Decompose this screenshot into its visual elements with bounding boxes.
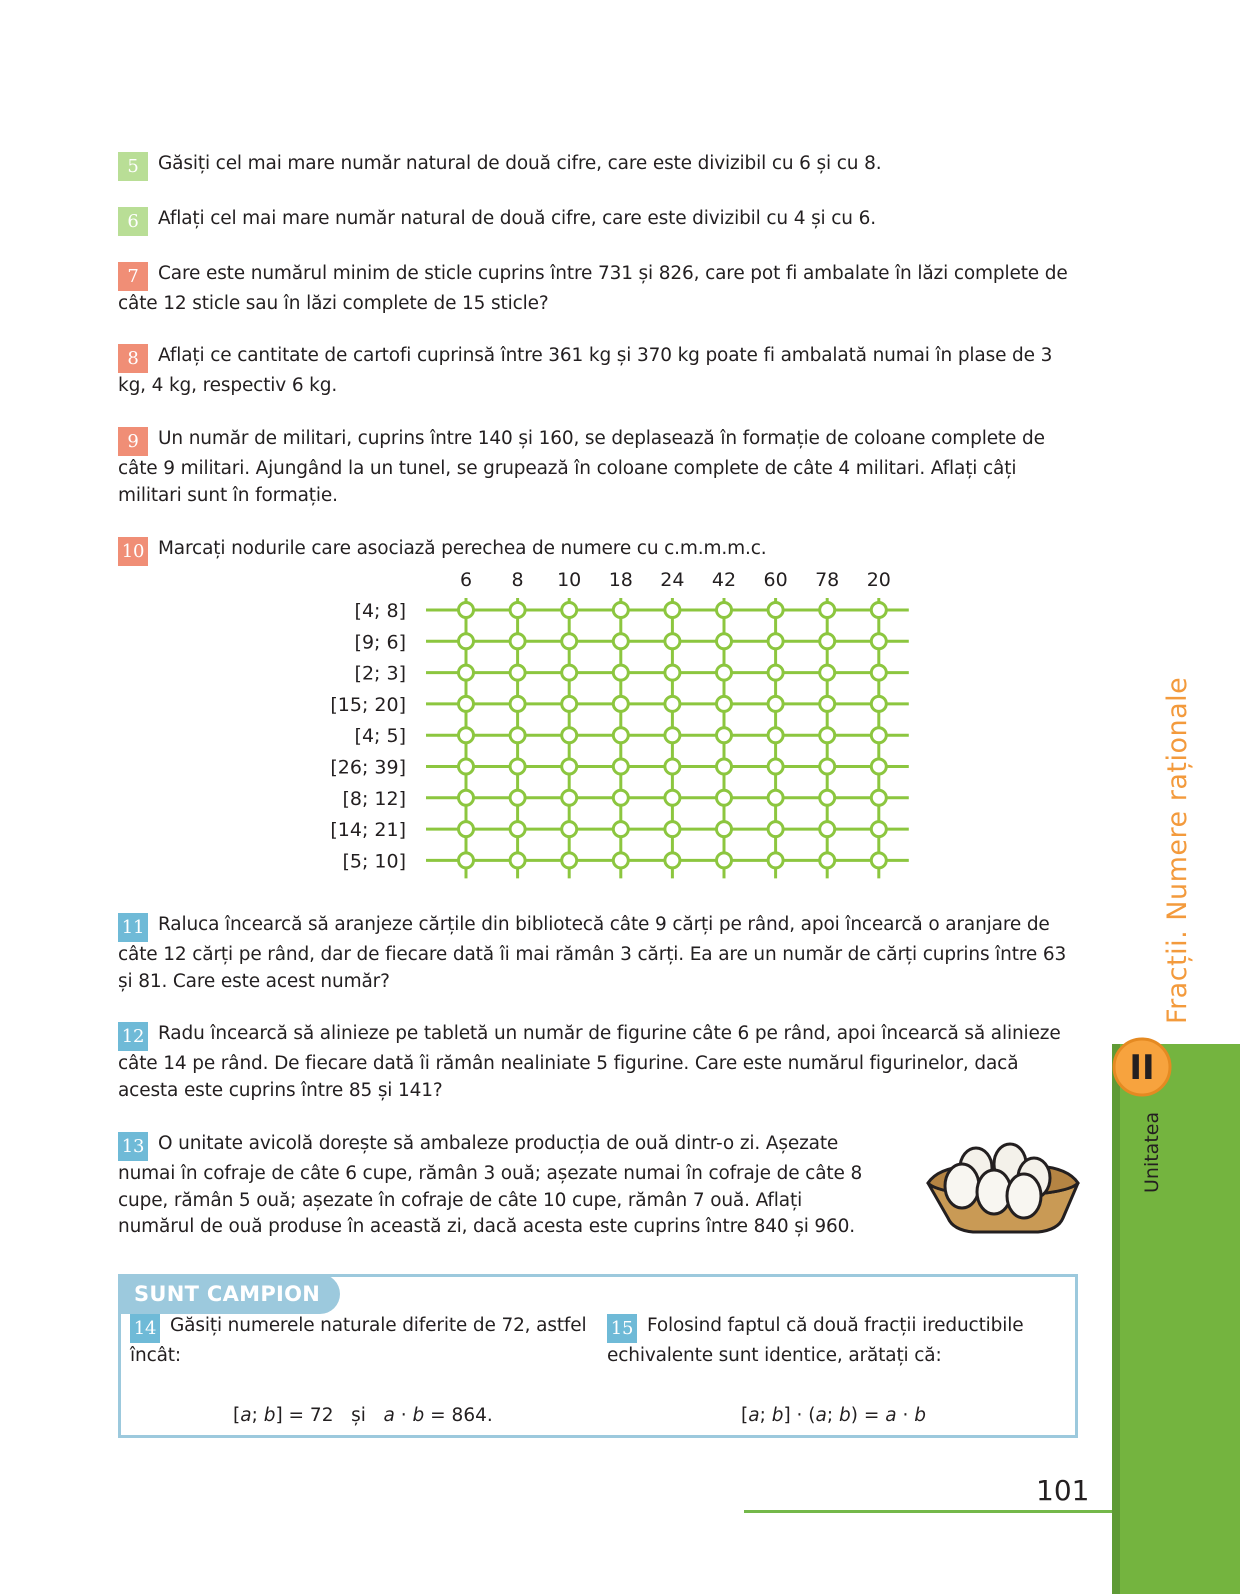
grid-node[interactable] [665,603,680,618]
var-a: a [748,1405,760,1426]
exercise-number: 15 [607,1314,637,1343]
grid-node[interactable] [613,634,628,649]
grid-node[interactable] [562,822,577,837]
exercise-text: Un număr de militari, cuprins între 140 și 160, se deplasează în formație de coloane complete de câte 9 militari. Ajungând la un tunel, se grupează în coloane complete de câte 4 militari. Aflați câți militari sunt în formație. [118,428,1045,506]
grid-node[interactable] [562,665,577,680]
formula-15: [a; b] · (a; b) = a · b [741,1405,926,1426]
row-label: [15; 20] [330,693,406,716]
grid-node[interactable] [665,853,680,868]
exercise-12 [118,1021,1082,1104]
grid-node[interactable] [459,665,474,680]
exercise-text: Aflați cel mai mare număr natural de două cifre, care este divizibil cu 4 și cu 6. [158,208,876,229]
exercise-9 [118,426,1082,509]
grid-node[interactable] [820,853,835,868]
grid-node[interactable] [768,790,783,805]
grid-node[interactable] [820,822,835,837]
exercise-text: O unitate avicolă dorește să ambaleze producția de ouă dintr-o zi. Așezate numai în cofraje de câte 6 cupe, rămân 3 ouă; așezate numai în cofraje de câte 8 cupe, rămân 5 ouă; așezate în cofraje de câte 10 cupe, rămân 7 ouă. Aflați numărul de ouă produse în această zi, dacă acesta este cuprins între 840 și 960. [118,1133,863,1237]
grid-node[interactable] [665,759,680,774]
exercise-text: Marcați nodurile care asociază perechea de numere cu c.m.m.m.c. [158,538,767,559]
exercise-15 [607,1313,1067,1370]
grid-node[interactable] [562,728,577,743]
exercise-10 [118,536,1082,566]
var-a: a [815,1405,827,1426]
column-label: 18 [608,570,633,591]
page-number: 101 [1036,1474,1090,1507]
grid-node[interactable] [510,759,525,774]
grid-node[interactable] [717,665,732,680]
grid-node[interactable] [820,728,835,743]
column-label: 6 [459,570,473,591]
grid-node[interactable] [871,822,886,837]
grid-node[interactable] [871,665,886,680]
grid-node[interactable] [768,728,783,743]
grid-node[interactable] [562,603,577,618]
grid-node[interactable] [510,790,525,805]
exercise-number: 6 [118,207,148,236]
exercise-text: Folosind faptul că două fracții ireductibile echivalente sunt identice, arătați că: [607,1315,1024,1366]
row-label: [4; 5] [354,725,406,748]
formula-part: ; [826,1405,839,1426]
grid-node[interactable] [562,634,577,649]
grid-node[interactable] [665,728,680,743]
grid-node[interactable] [871,634,886,649]
grid-node[interactable] [510,728,525,743]
exercise-text: Raluca încearcă să aranjeze cărțile din bibliotecă câte 9 cărți pe rând, apoi încearcă o aranjare de câte 12 cărți pe rând, dar de fiecare dată îi mai rămân 3 cărți. Ea are un număr de cărți cuprins între 63 și 81. Care este acest număr? [118,914,1067,992]
grid-node[interactable] [613,665,628,680]
exercise-number: 14 [130,1314,160,1343]
formula-part: ] · ( [783,1405,816,1426]
grid-node[interactable] [820,790,835,805]
grid-node[interactable] [820,603,835,618]
grid-node[interactable] [820,665,835,680]
grid-node[interactable] [613,696,628,711]
grid-node[interactable] [459,822,474,837]
grid-node[interactable] [613,822,628,837]
grid-node[interactable] [510,634,525,649]
grid-node[interactable] [717,822,732,837]
grid-node[interactable] [717,759,732,774]
var-a: a [240,1405,252,1426]
grid-node[interactable] [717,790,732,805]
var-b: b [771,1405,784,1426]
exercise-text: Găsiți numerele naturale diferite de 72, astfel încât: [130,1315,587,1366]
column-label: 60 [763,570,788,591]
formula-part: ) = [850,1405,886,1426]
row-label: [5; 10] [342,850,406,873]
grid-node[interactable] [820,759,835,774]
grid-node[interactable] [717,728,732,743]
row-label: [4; 8] [354,600,406,622]
grid-node[interactable] [459,853,474,868]
column-label: 78 [815,570,840,591]
grid-node[interactable] [459,634,474,649]
column-label: 10 [557,570,582,591]
column-label: 8 [511,570,524,591]
formula-part: ; [759,1405,772,1426]
grid-node[interactable] [768,822,783,837]
grid-node[interactable] [459,603,474,618]
lcm-node-grid [0,570,1240,910]
grid-node[interactable] [820,634,835,649]
grid-node[interactable] [768,665,783,680]
grid-node[interactable] [665,696,680,711]
exercise-text: Aflați ce cantitate de cartofi cuprinsă între 361 kg și 370 kg poate fi ambalată numai în plase de 3 kg, 4 kg, respectiv 6 kg. [118,345,1053,396]
grid-node[interactable] [613,790,628,805]
grid-node[interactable] [665,790,680,805]
footer-rule [744,1510,1124,1513]
var-a: a [383,1405,395,1426]
grid-node[interactable] [613,603,628,618]
grid-svg [0,570,1240,910]
column-label: 42 [711,570,737,591]
var-b: b [263,1405,276,1426]
exercise-text: Care este numărul minim de sticle cuprins între 731 și 826, care pot fi ambalate în lăzi complete de câte 12 sticle sau în lăzi complete de 15 sticle? [118,263,1068,314]
formula-part: ] = 72 și [275,1405,384,1426]
exercise-5 [118,151,1082,181]
exercise-number: 12 [118,1022,148,1051]
grid-node[interactable] [768,603,783,618]
grid-node[interactable] [510,853,525,868]
exercise-number: 8 [118,344,148,373]
champion-title: SUNT CAMPION [118,1274,340,1314]
grid-node[interactable] [510,665,525,680]
grid-node[interactable] [562,759,577,774]
grid-node[interactable] [665,634,680,649]
egg-carton-illustration [918,1138,1088,1252]
formula-part: · [394,1405,413,1426]
grid-node[interactable] [510,822,525,837]
formula-part: · [896,1405,915,1426]
row-label: [26; 39] [330,756,406,779]
grid-node[interactable] [871,853,886,868]
grid-node[interactable] [613,728,628,743]
grid-node[interactable] [665,822,680,837]
champion-box [118,1274,1078,1438]
grid-node[interactable] [459,728,474,743]
exercise-text: Găsiți cel mai mare număr natural de două cifre, care este divizibil cu 6 și cu 8. [158,153,882,174]
unit-label: Unitatea [1141,1111,1163,1193]
grid-node[interactable] [768,853,783,868]
grid-node[interactable] [871,696,886,711]
formula-14: [a; b] = 72 și a · b = 864. [233,1405,493,1426]
var-b: b [914,1405,926,1426]
unit-badge [1112,1037,1172,1101]
grid-node[interactable] [562,790,577,805]
exercise-number: 5 [118,152,148,181]
grid-node[interactable] [562,853,577,868]
row-label: [2; 3] [354,662,406,685]
grid-node[interactable] [510,603,525,618]
column-label: 24 [660,570,685,591]
grid-node[interactable] [717,853,732,868]
exercise-text: Radu încearcă să alinieze pe tabletă un număr de figurine câte 6 pe rând, apoi încearcă să alinieze câte 14 pe rând. De fiecare dată îi rămân nealiniate 5 figurine. Care este numărul figurinelor, dacă acesta este cuprins între 85 și 141? [118,1023,1061,1101]
grid-node[interactable] [871,790,886,805]
exercise-11 [118,912,1082,995]
grid-node[interactable] [717,696,732,711]
exercise-number: 10 [118,537,148,566]
chapter-title: Fracții. Numere raționale [1162,676,1193,1024]
unit-number: II [1129,1048,1155,1088]
grid-node[interactable] [717,634,732,649]
grid-node[interactable] [717,603,732,618]
grid-node[interactable] [768,759,783,774]
grid-node[interactable] [665,665,680,680]
grid-node[interactable] [871,759,886,774]
grid-node[interactable] [562,696,577,711]
grid-node[interactable] [820,696,835,711]
exercise-8 [118,343,1082,400]
grid-node[interactable] [613,759,628,774]
formula-part: ; [251,1405,264,1426]
var-b: b [838,1405,851,1426]
grid-node[interactable] [768,634,783,649]
grid-node[interactable] [459,790,474,805]
exercise-7 [118,261,1082,318]
exercise-14 [130,1313,590,1370]
exercise-number: 13 [118,1132,148,1161]
row-label: [14; 21] [330,819,406,842]
row-label: [9; 6] [354,631,406,654]
exercise-13 [118,1131,878,1241]
grid-node[interactable] [871,728,886,743]
grid-node[interactable] [510,696,525,711]
grid-node[interactable] [871,603,886,618]
exercise-6 [118,206,1082,236]
row-label: [8; 12] [342,787,406,810]
var-b: b [412,1405,425,1426]
var-a: a [885,1405,897,1426]
exercise-number: 11 [118,913,148,942]
side-chapter-band [1120,1044,1240,1594]
formula-part: = 864. [424,1405,493,1426]
column-label: 20 [866,570,891,591]
grid-node[interactable] [768,696,783,711]
grid-node[interactable] [459,696,474,711]
grid-node[interactable] [613,853,628,868]
exercise-number: 7 [118,262,148,291]
grid-node[interactable] [459,759,474,774]
exercise-number: 9 [118,427,148,456]
